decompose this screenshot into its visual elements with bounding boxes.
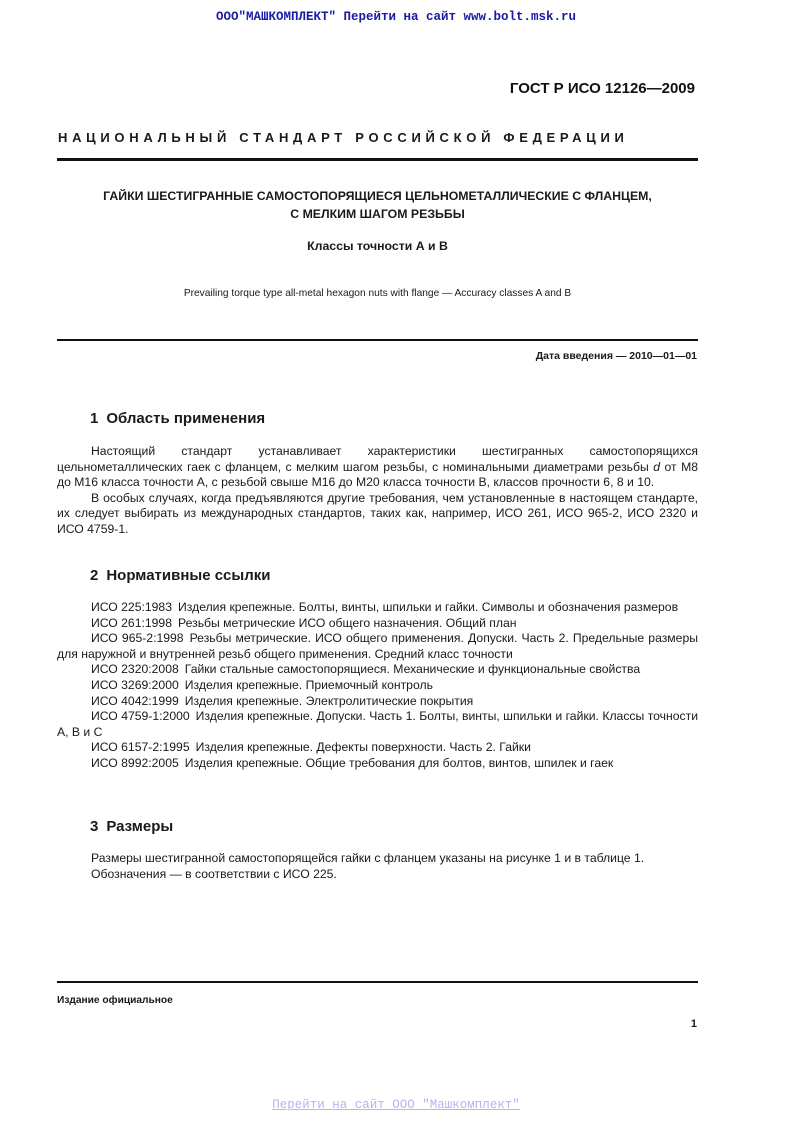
section-2-number: 2 [90, 567, 99, 584]
reference-item [57, 709, 698, 740]
reference-item [57, 694, 698, 710]
section-1-title: Область применения [106, 410, 266, 427]
reference-item [57, 616, 698, 632]
reference-item [57, 662, 698, 678]
reference-code: ИСО 8992:2005 [91, 755, 179, 770]
reference-code: ИСО 261:1998 [91, 615, 172, 630]
normative-references-list [57, 600, 698, 772]
reference-code: ИСО 225:1983 [91, 600, 172, 614]
reference-code: ИСО 3269:2000 [91, 677, 179, 692]
reference-code: ИСО 6157-2:1995 [91, 740, 190, 755]
national-standard-banner: НАЦИОНАЛЬНЫЙ СТАНДАРТ РОССИЙСКОЙ ФЕДЕРАЦИИ [58, 130, 629, 145]
header-divider [57, 158, 698, 161]
footer-divider [57, 981, 698, 983]
section-3-body [57, 851, 698, 882]
page-number: 1 [690, 1018, 697, 1030]
reference-item [57, 678, 698, 694]
reference-item [57, 631, 698, 662]
section-3-title: Размеры [106, 818, 174, 835]
reference-item [57, 600, 698, 616]
section-1-paragraph-1-text-b: от М8 до М16 класса точности А, с резьбой свыше М16 до М20 класса точности В, классов прочности 6, 8 и 10. [57, 459, 698, 490]
reference-title: Изделия крепежные. Приемочный контроль [184, 677, 433, 692]
section-3-paragraph-1: Размеры шестигранной самостопорящейся гайки с фланцем указаны на рисунке 1 и в таблице 1. [91, 851, 645, 865]
section-1-number: 1 [90, 410, 99, 427]
section-1-body [57, 444, 698, 538]
english-title: Prevailing torque type all-metal hexagon nuts with flange — Accuracy classes A and B [183, 288, 572, 299]
section-2-heading [90, 567, 270, 584]
reference-title: Гайки стальные самостопорящиеся. Механические и функциональные свойства [184, 662, 641, 677]
reference-code: ИСО 4042:1999 [91, 693, 179, 708]
document-title-line-1: ГАЙКИ ШЕСТИГРАННЫЕ САМОСТОПОРЯЩИЕСЯ ЦЕЛЬНОМЕТАЛЛИЧЕСКИЕ С ФЛАНЦЕМ, [103, 189, 652, 203]
reference-title: Изделия крепежные. Электролитические покрытия [184, 693, 474, 708]
section-3-paragraph-2: Обозначения — в соответствии с ИСО 225. [91, 866, 337, 881]
section-3-number: 3 [90, 818, 99, 835]
reference-code: ИСО 2320:2008 [91, 662, 179, 677]
reference-code: ИСО 4759-1:2000 [91, 709, 190, 724]
reference-title: Изделия крепежные. Дефекты поверхности. Часть 2. Гайки [195, 740, 531, 755]
reference-title: Изделия крепежные. Допуски. Часть 1. Болты, винты, шпильки и гайки. Классы точности А, В и С [57, 709, 699, 739]
reference-title: Резьбы метрические. ИСО общего применения. Допуски. Часть 2. Предельные размеры для наружной и внутренней резьб общего применения. Средний класс точности [57, 631, 698, 661]
section-2-title: Нормативные ссылки [106, 567, 271, 584]
reference-title: Изделия крепежные. Общие требования для болтов, винтов, шпилек и гаек [184, 755, 614, 770]
top-site-link[interactable]: ООО"МАШКОМПЛЕКТ" Перейти на сайт www.bolt.msk.ru [215, 10, 577, 24]
reference-item [57, 756, 698, 772]
reference-title: Резьбы метрические ИСО общего назначения. Общий план [178, 615, 517, 630]
document-title [57, 187, 698, 223]
section-1-paragraph-2: В особых случаях, когда предъявляются другие требования, чем установленные в настоящем стандарте, их следует выбирать из международных стандартов, таких как, например, ИСО 261, ИСО 965-2, ИСО 2320 и ИСО 4759-1. [57, 490, 698, 536]
section-1-heading [90, 410, 265, 427]
reference-code: ИСО 965-2:1998 [91, 631, 184, 646]
section-3-heading [90, 818, 173, 835]
reference-title: Изделия крепежные. Болты, винты, шпильки и гайки. Символы и обозначения размеров [178, 600, 679, 614]
reference-item [57, 740, 698, 756]
section-1-paragraph-1-text-a: Настоящий стандарт устанавливает характеристики шестигранных самостопорящихся цельнометаллических гаек с фланцем, с мелким шагом резьбы, с номинальными диаметрами резьбы [57, 444, 698, 474]
document-title-line-2: С МЕЛКИМ ШАГОМ РЕЗЬБЫ [290, 207, 465, 221]
official-edition-label: Издание официальное [57, 995, 173, 1006]
section-1-paragraph-1 [57, 444, 698, 491]
document-code: ГОСТ Р ИСО 12126—2009 [509, 80, 695, 97]
thread-diameter-symbol: d [653, 459, 661, 474]
title-divider [57, 339, 698, 341]
document-subtitle-classes: Классы точности А и В [307, 239, 448, 253]
introduction-date: Дата введения — 2010—01—01 [535, 350, 697, 362]
bottom-site-link[interactable]: Перейти на сайт ООО "Машкомплект" [272, 1098, 520, 1112]
